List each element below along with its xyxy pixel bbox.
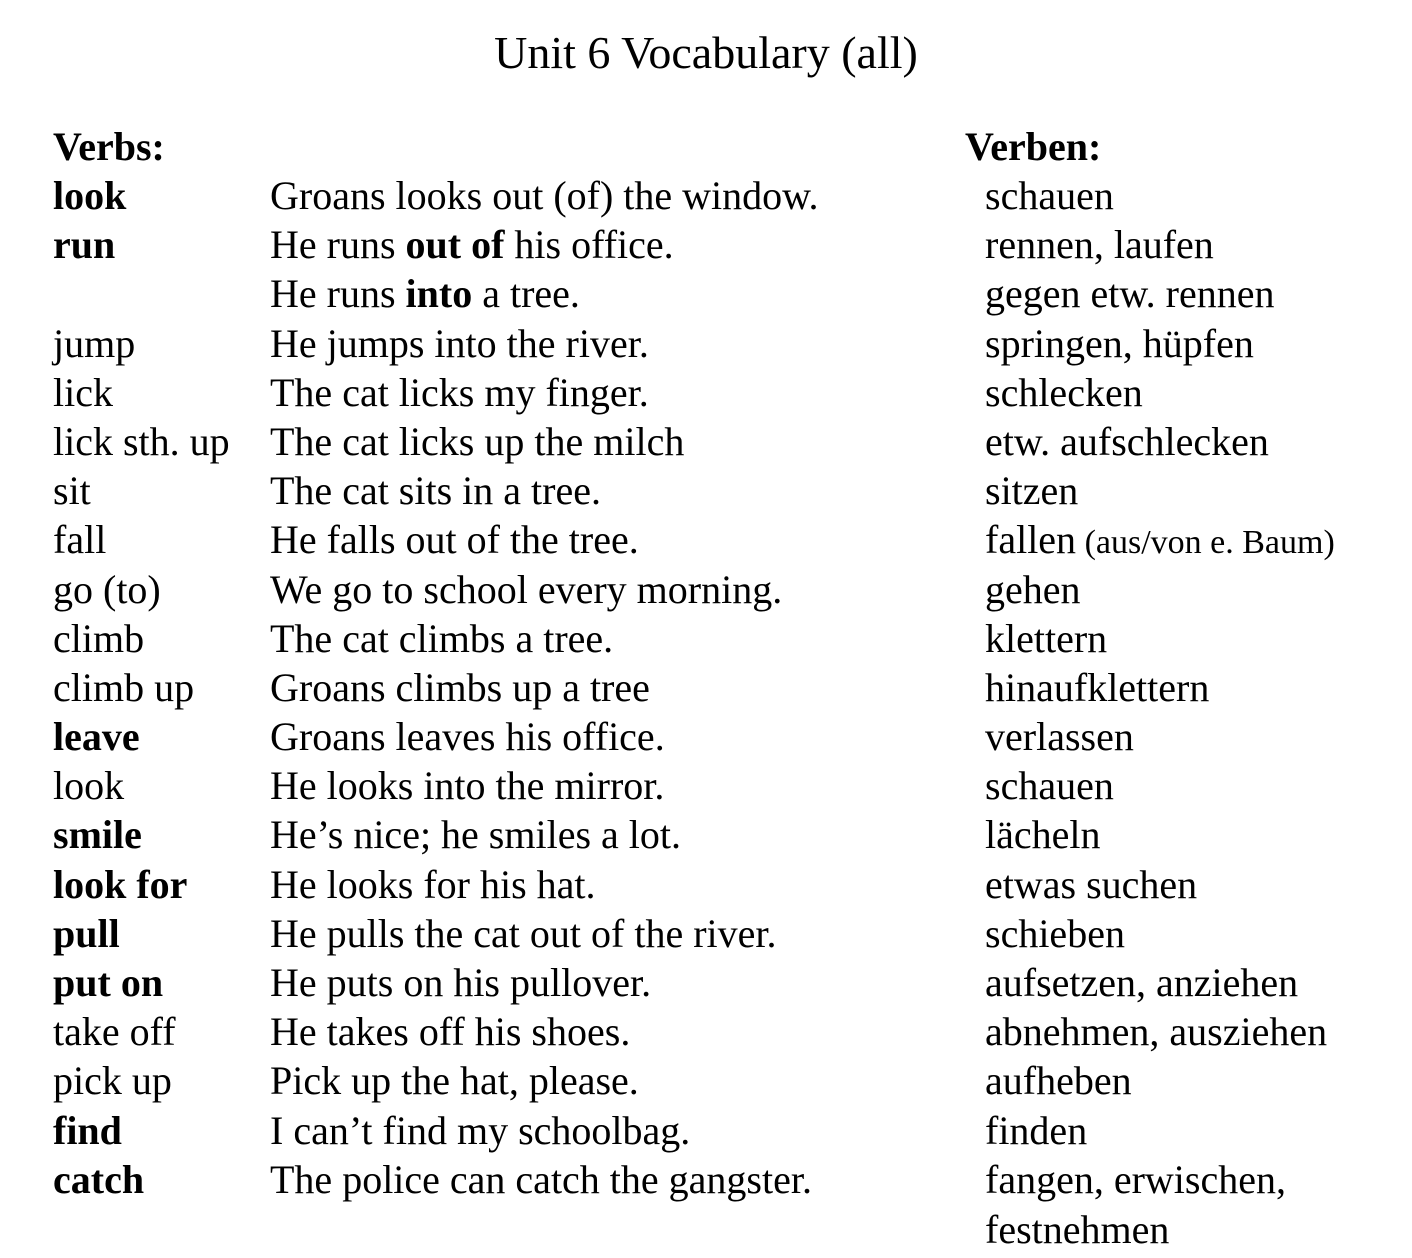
sentence-text: I can’t find my schoolbag. <box>270 1107 691 1153</box>
vocabulary-row <box>0 220 1412 269</box>
vocabulary-row <box>0 860 1412 909</box>
german-word: schauen <box>985 173 1114 218</box>
english-verb: climb up <box>53 664 195 710</box>
example-sentence <box>270 368 649 417</box>
sentence-text: a tree. <box>472 271 580 317</box>
example-sentence <box>270 1007 630 1056</box>
sentence-emphasis: out of <box>405 222 505 268</box>
vocabulary-row <box>0 810 1412 859</box>
vocabulary-row <box>0 1007 1412 1056</box>
vocabulary-row <box>0 712 1412 761</box>
sentence-text: He runs <box>270 271 406 317</box>
example-sentence <box>270 712 665 761</box>
english-verb: lick <box>53 369 113 415</box>
vocabulary-row <box>0 761 1412 810</box>
example-sentence <box>270 466 601 515</box>
german-translation <box>985 614 1107 663</box>
example-sentence <box>270 761 664 810</box>
sentence-text: We go to school every morning. <box>270 566 783 612</box>
german-word: fallen <box>985 517 1077 563</box>
german-translation <box>985 368 1143 417</box>
german-word: klettern <box>985 615 1108 661</box>
vocabulary-row <box>0 1155 1412 1204</box>
english-verb: pick up <box>53 1058 172 1104</box>
sentence-text: He looks into the mirror. <box>270 763 665 809</box>
vocabulary-row <box>0 1056 1412 1105</box>
example-sentence <box>270 663 650 712</box>
english-verb: look <box>53 173 127 218</box>
english-verb: run <box>53 222 116 268</box>
english-verb: pull <box>53 910 120 956</box>
german-word: aufheben <box>985 1058 1132 1104</box>
german-translation <box>985 761 1114 810</box>
english-verb: fall <box>53 517 107 563</box>
verbs-header: Verbs: <box>53 124 165 169</box>
sentence-emphasis: into <box>405 271 473 317</box>
german-translation <box>985 171 1114 220</box>
sentence-text: The cat climbs a tree. <box>270 615 614 661</box>
german-word: abnehmen, ausziehen <box>985 1009 1328 1055</box>
english-verb: jump <box>53 320 136 366</box>
english-verb: go (to) <box>53 566 161 612</box>
example-sentence <box>270 417 684 466</box>
example-sentence <box>270 1056 639 1105</box>
sentence-text: He runs <box>270 222 406 268</box>
german-word: hinaufklettern <box>985 664 1210 710</box>
german-word: gehen <box>985 566 1081 612</box>
english-verb: find <box>53 1107 122 1153</box>
german-translation <box>985 860 1197 909</box>
english-verb: look <box>53 763 125 809</box>
english-verb: catch <box>53 1156 145 1202</box>
vocabulary-row <box>0 171 1412 220</box>
vocabulary-row <box>0 269 1412 318</box>
sentence-text: Groans leaves his office. <box>270 714 665 760</box>
german-translation <box>985 417 1269 466</box>
german-word: schauen <box>985 763 1114 809</box>
german-word: finden <box>985 1107 1088 1153</box>
example-sentence <box>270 1106 690 1155</box>
english-verb: sit <box>53 468 91 514</box>
german-word: fangen, erwischen, <box>985 1156 1286 1202</box>
sentence-text: The cat licks up the milch <box>270 418 685 464</box>
sentence-text: Pick up the hat, please. <box>270 1058 639 1104</box>
german-word: sitzen <box>985 468 1079 514</box>
vocabulary-row <box>0 1106 1412 1155</box>
german-note: (aus/von e. Baum) <box>1076 524 1335 562</box>
sentence-text: Groans climbs up a tree <box>270 664 650 710</box>
german-word: rennen, laufen <box>985 222 1214 268</box>
vocabulary-row <box>0 515 1412 564</box>
german-translation <box>985 1007 1327 1056</box>
example-sentence <box>270 614 613 663</box>
german-word: aufsetzen, anziehen <box>985 960 1299 1005</box>
vocabulary-row <box>0 319 1412 368</box>
german-translation <box>985 220 1214 269</box>
german-word: etwas suchen <box>985 861 1198 907</box>
column-headers <box>0 122 1412 172</box>
example-sentence <box>270 269 580 318</box>
german-translation <box>985 909 1125 958</box>
german-word: verlassen <box>985 714 1134 760</box>
vocabulary-list <box>0 171 1412 1204</box>
german-translation <box>985 663 1209 712</box>
vocabulary-row <box>0 417 1412 466</box>
sentence-text: He falls out of the tree. <box>270 517 639 563</box>
english-verb: put on <box>53 960 164 1005</box>
vocabulary-row <box>0 958 1412 1007</box>
example-sentence <box>270 319 649 368</box>
german-translation <box>985 319 1254 368</box>
vocabulary-row <box>0 466 1412 515</box>
sentence-text: He looks for his hat. <box>270 861 596 907</box>
example-sentence <box>270 810 681 859</box>
example-sentence <box>270 860 596 909</box>
vocabulary-row <box>0 368 1412 417</box>
german-translation <box>985 712 1134 761</box>
english-verb: leave <box>53 714 140 760</box>
vocabulary-row <box>0 614 1412 663</box>
sentence-text: He jumps into the river. <box>270 320 649 366</box>
sentence-text: The cat licks my finger. <box>270 369 649 415</box>
german-word: etw. aufschlecken <box>985 418 1269 464</box>
german-translation <box>985 810 1101 859</box>
german-translation <box>985 466 1078 515</box>
example-sentence <box>270 909 777 958</box>
german-word: schlecken <box>985 369 1143 415</box>
english-verb: climb <box>53 615 145 661</box>
sentence-text: The cat sits in a tree. <box>270 468 601 514</box>
example-sentence <box>270 220 674 269</box>
german-translation <box>985 269 1275 318</box>
german-translation-continuation: festnehmen <box>985 1207 1170 1252</box>
example-sentence <box>270 958 651 1007</box>
sentence-text: Groans looks out (of) the window. <box>270 173 819 218</box>
english-verb: lick sth. up <box>53 418 230 464</box>
german-translation <box>985 565 1081 614</box>
sentence-text: He pulls the cat out of the river. <box>270 910 777 956</box>
page-title: Unit 6 Vocabulary (all) <box>494 27 918 78</box>
verben-header: Verben: <box>965 124 1102 169</box>
german-word: gegen etw. rennen <box>985 271 1275 317</box>
vocabulary-row <box>0 663 1412 712</box>
example-sentence <box>270 565 782 614</box>
german-word: springen, hüpfen <box>985 320 1254 366</box>
german-translation <box>985 1056 1132 1105</box>
example-sentence <box>270 171 818 220</box>
vocabulary-row <box>0 565 1412 614</box>
english-verb: look for <box>53 861 188 907</box>
vocabulary-row <box>0 909 1412 958</box>
sentence-text: He’s nice; he smiles a lot. <box>270 812 682 858</box>
example-sentence <box>270 1155 812 1204</box>
german-translation <box>985 958 1298 1007</box>
english-verb: smile <box>53 812 142 858</box>
sentence-text: his office. <box>504 222 674 268</box>
sentence-text: He takes off his shoes. <box>270 1009 631 1055</box>
example-sentence <box>270 515 639 564</box>
english-verb: take off <box>53 1009 176 1055</box>
german-word: lächeln <box>985 812 1101 858</box>
german-translation <box>985 1106 1087 1155</box>
german-translation <box>985 1155 1286 1204</box>
sentence-text: He puts on his pullover. <box>270 960 652 1005</box>
sentence-text: The police can catch the gangster. <box>270 1156 812 1202</box>
german-translation <box>985 515 1335 567</box>
german-word: schieben <box>985 910 1125 956</box>
